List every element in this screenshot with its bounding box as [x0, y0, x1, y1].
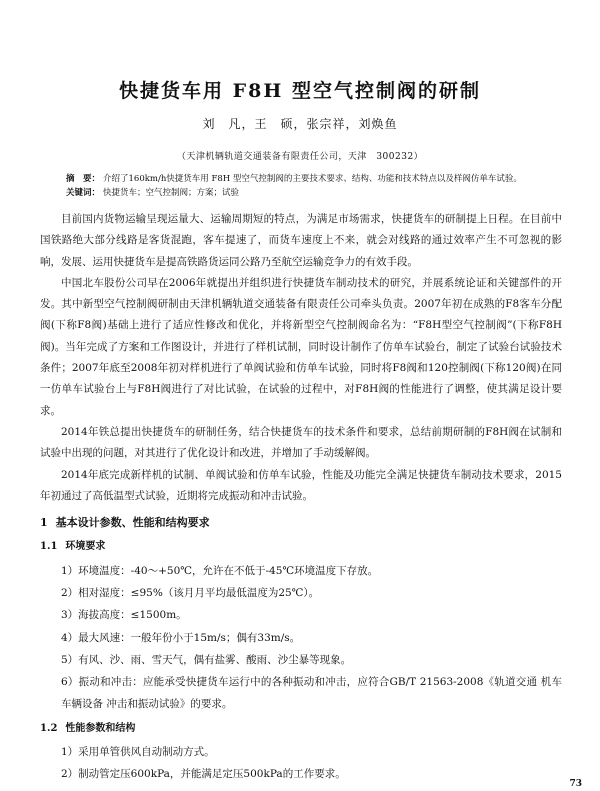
subsection-number: 1.1 — [40, 541, 58, 553]
intro-paragraph: 2014年铁总提出快捷货车的研制任务，结合快捷货车的技术条件和要求，总结前期研制的F8H阀在试制和试验中出现的问题，对其进行了优化设计和改进，并增加了手动缓解阀。 — [40, 425, 562, 460]
subsection-title: 性能参数和结构 — [65, 722, 136, 734]
subsection-heading — [40, 536, 562, 557]
page-number: 73 — [569, 779, 582, 789]
subsection-heading — [40, 718, 562, 739]
keywords — [66, 186, 546, 200]
author-list: 刘 凡，王 硕，张宗祥，刘焕鱼 — [202, 117, 398, 131]
list-item: 5）有风、沙、雨、雪天气，偶有盐雾、酸雨、沙尘暴等现象。 — [61, 653, 352, 666]
intro-paragraph: 中国北车股份公司早在2006年就提出并组织进行快捷货车制动技术的研究，并展系统论证和关键部件的开发。其中新型空气控制阀研制由天津机辆轨道交通装备有限责任公司牵头负责。2007年初在成熟的F8客车分配阀(下称F8阀)基础上进行了适应性修改和优化，并将新型空气控制阀命名为：“F8H型空气控制阀”(下称F8H阀)。当年完成了方案和工作图设计，并进行了样机试制，同时设计制作了仿单车试验台，制定了试验台试验技术条件；2007年底至2008年初对样机进行了单阀试验和仿单车试验，同时将F8阀和120控制阀(下称120阀)在同一仿单车试验台上与F8H阀进行了对比试验，在试验的过程中，对F8H阀的性能进行了调整，使其满足设计要求。 — [40, 276, 562, 417]
section-number: 1 — [40, 516, 48, 530]
list-item: 1）采用单管供风自动制动方式。 — [61, 746, 215, 759]
list-item: 2）制动管定压600kPa，并能满足定压500kPa的工作要求。 — [61, 768, 346, 781]
subsection-title: 环境要求 — [65, 541, 106, 553]
intro-paragraph: 目前国内货物运输呈现运量大、运输周期短的特点，为满足市场需求，快捷货车的研制提上日程。在目前中国铁路绝大部分线路是客货混跑，客车提速了，而货车速度上不来，就会对线路的通过效率产生不可忽视的影响，发展、运用快捷货车是提高铁路货运同公路乃至航空运输竞争力的有效手段。 — [40, 213, 562, 268]
paper-body — [40, 209, 562, 787]
section-heading — [40, 512, 562, 533]
list-item: 3）海拔高度：≤1500m。 — [61, 609, 187, 622]
abstract — [66, 172, 546, 186]
keywords-label: 关键词： — [66, 188, 101, 198]
affiliation: （天津机辆轨道交通装备有限责任公司，天津 300232） — [176, 152, 424, 162]
list-item: 6）振动和冲击：应能承受快捷货车运行中的各种振动和冲击，应符合GB/T 21563-2008《轨道交通 机车车辆设备 冲击和振动试验》的要求。 — [61, 676, 562, 710]
list-item: 2）相对湿度：≤95%（该月月平均最低温度为25℃）。 — [61, 587, 320, 600]
list-item: 4）最大风速：一般年份小于15m/s；偶有33m/s。 — [61, 631, 301, 644]
subsection-number: 1.2 — [40, 722, 58, 734]
intro-paragraph: 2014年底完成新样机的试制、单阀试验和仿单车试验，性能及功能完全满足快捷货车制动技术要求，2015年初通过了高低温型式试验，近期将完成振动和冲击试验。 — [40, 468, 562, 502]
list-item: 1）环境温度：-40～+50℃，允许在不低于-45℃环境温度下存放。 — [61, 564, 379, 577]
section-title: 基本设计参数、性能和结构要求 — [55, 516, 210, 530]
paper-title: 快捷货车用 F8H 型空气控制阀的研制 — [119, 80, 481, 102]
keywords-text: 快捷货车；空气控制阀；方案；试验 — [103, 188, 240, 198]
abstract-block — [66, 172, 546, 200]
abstract-label: 摘 要： — [66, 174, 101, 184]
abstract-text: 介绍了160km/h快捷货车用 F8H 型空气控制阀的主要技术要求、结构、功能和技术特点以及样阀仿单车试验。 — [103, 174, 522, 184]
